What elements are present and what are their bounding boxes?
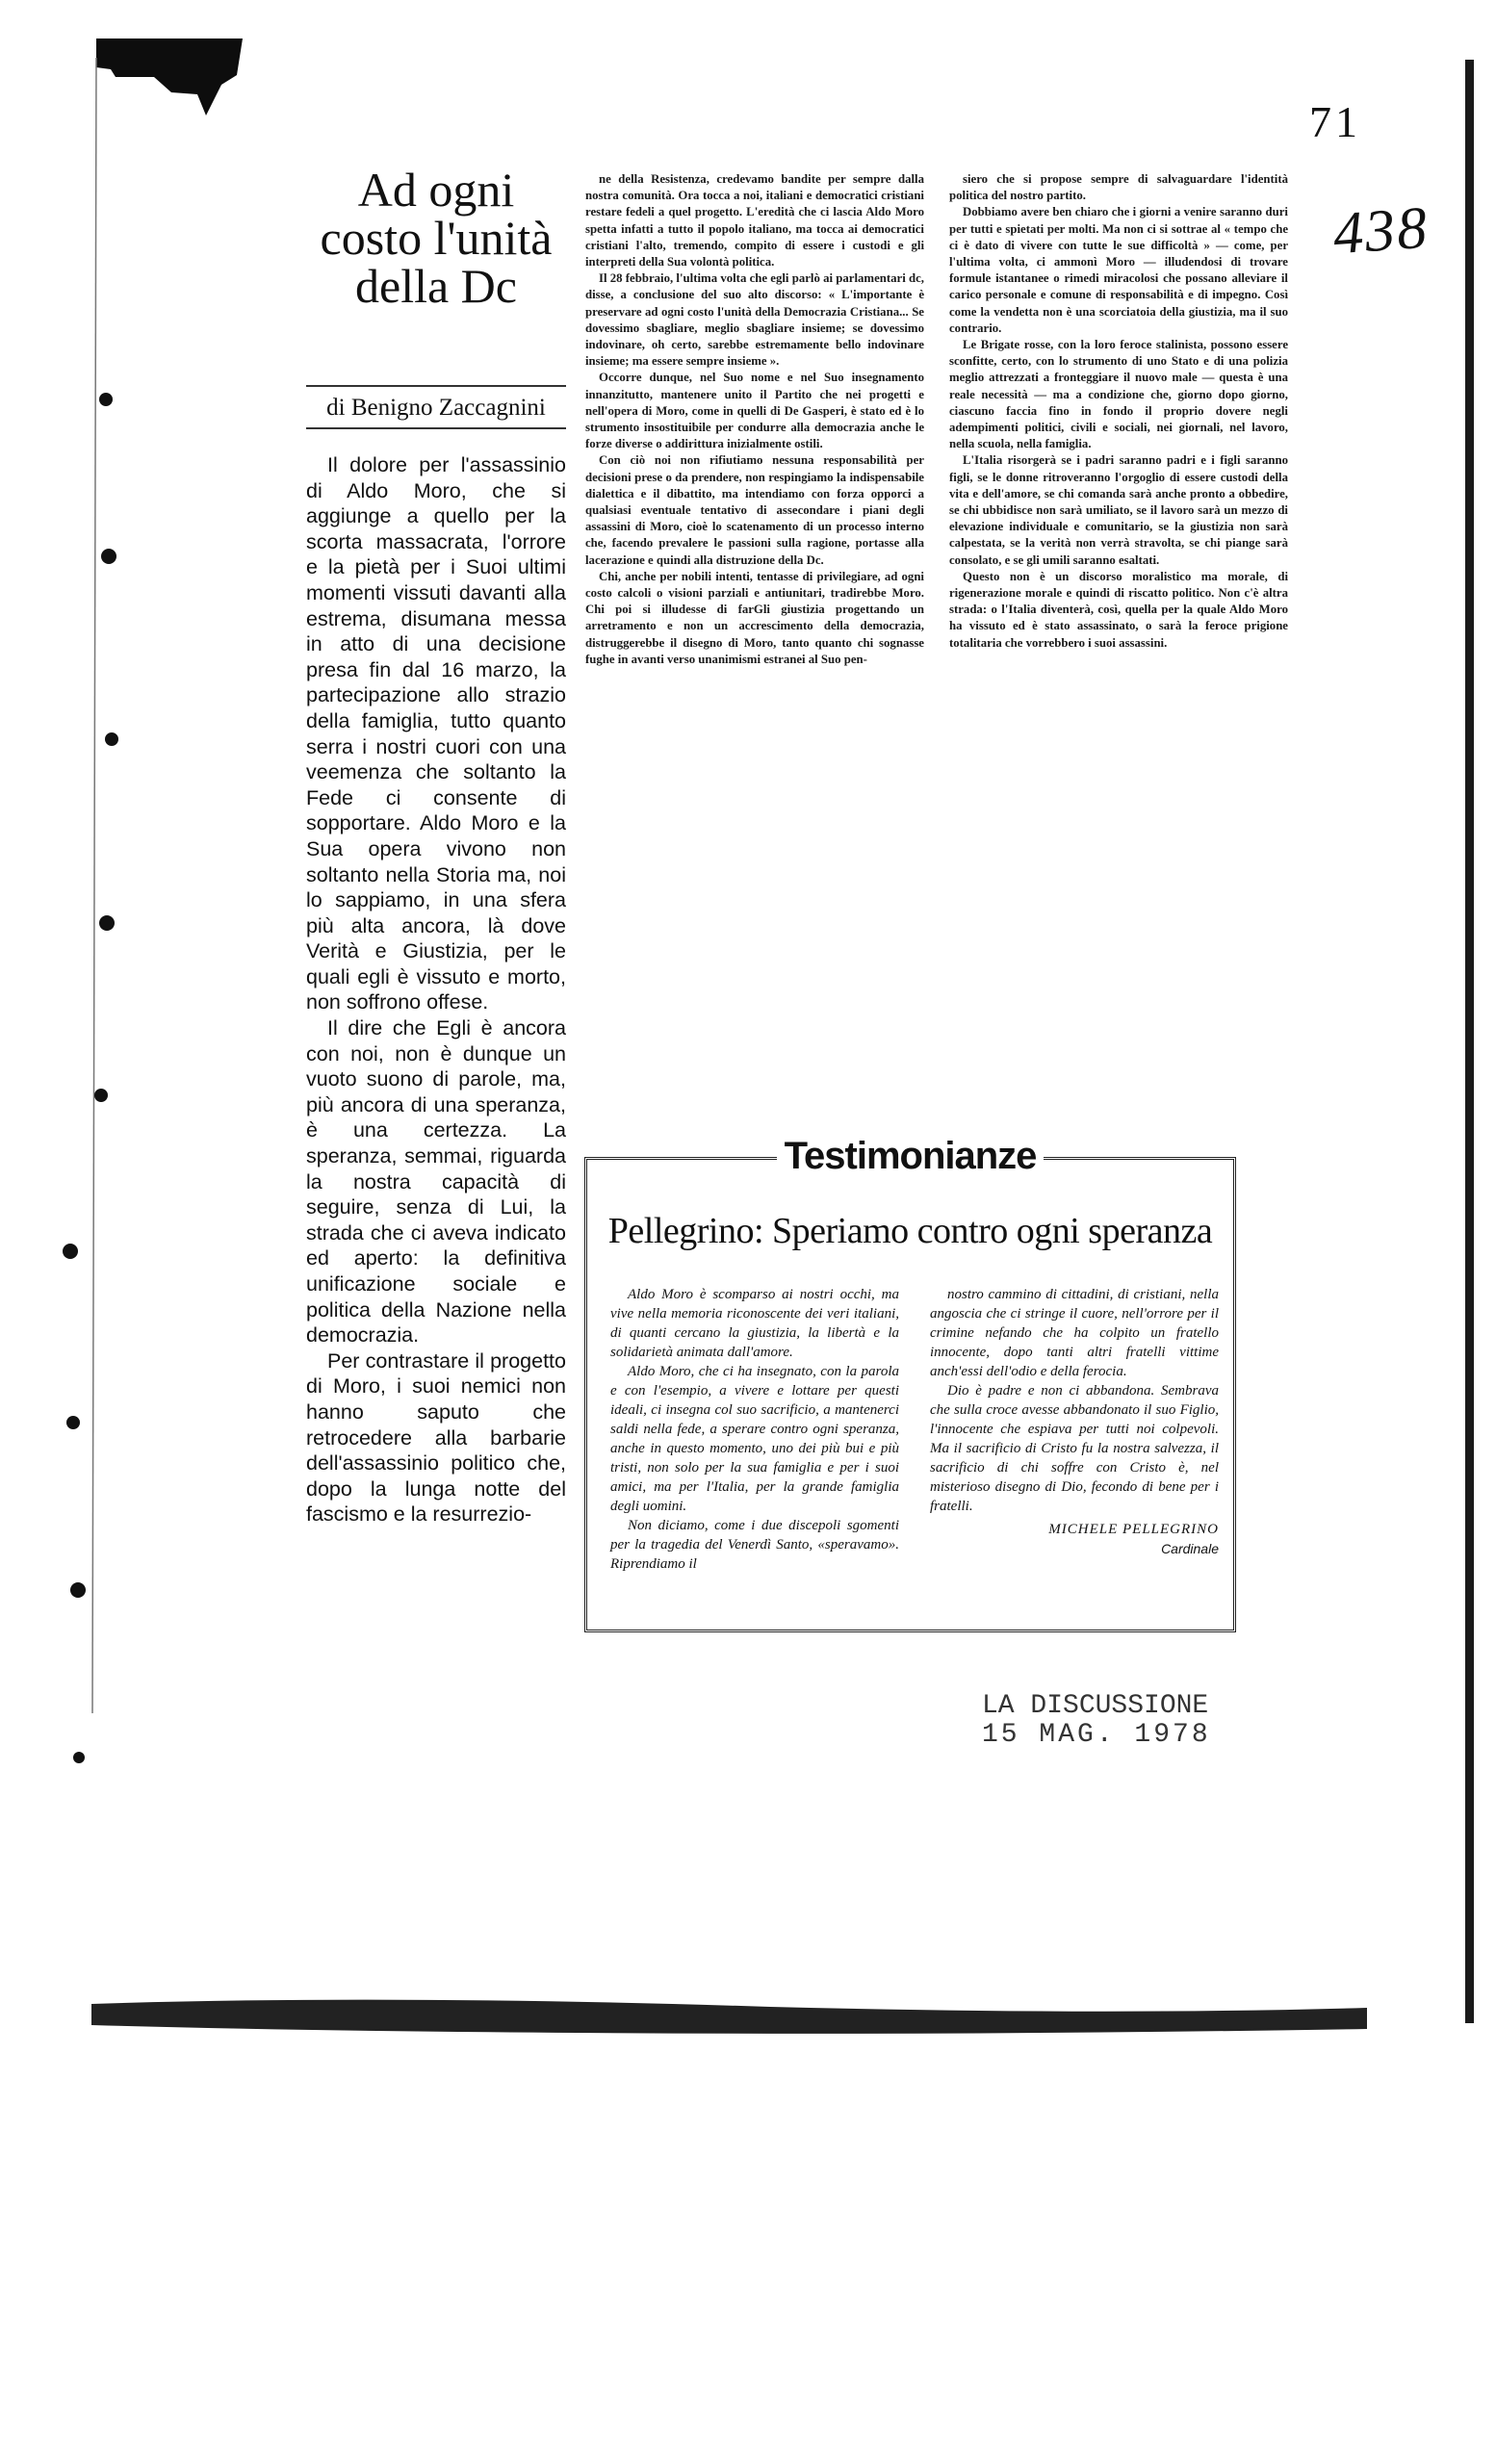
paragraph: L'Italia risorgerà se i padri saranno padri e i figli saranno figli, se le donne ritroveranno l'orgoglio di essere custodi della vita e dell'amore, se chi comanda sarà anche pronto a obbedire, se chi ubbidisce non sarà umiliato, se il lavoro sarà un mezzo di elevazione individuale e comunitario, se la giustizia non sarà calpestata, se la verità non verrà stravolta, se chi piange sarà consolato, e se gli umili saranno esaltati. bbox=[949, 453, 1288, 567]
paragraph: siero che si propose sempre di salvaguardare l'identità politica del nostro partito. bbox=[949, 172, 1288, 203]
paragraph: Dio è padre e non ci abbandona. Sembrava che sulla croce avesse abbandonato il suo Figlio, l'innocente che espiava per tutti noi colpevoli. Ma il sacrificio di Cristo fu la nostra salvezza, il sacrificio di chi soffre con Cristo è, nel misterioso disegno di Dio, fecondo di bene per i fratelli. bbox=[930, 1383, 1219, 1514]
bottom-scan-streak bbox=[91, 2000, 1367, 2034]
paragraph: Con ciò noi non rifiutiamo nessuna responsabilità per decisioni prese o da prendere, non respingiamo la indispensabile dialettica e il dibattito, ma intendiamo con forza opporci a qualsiasi eventuale tentativo di assecondare i piani degli assassini di Moro, cioè lo scatenamento di un processo interno che, facendo prevalere le passioni sulla ragione, portasse alla lacerazione e quindi alla distruzione della Dc. bbox=[585, 453, 924, 567]
article-header bbox=[306, 163, 566, 313]
paragraph: ne della Resistenza, credevamo bandite per sempre dalla nostra comunità. Ora tocca a noi, italiani e democratici cristiani restare fedeli a quel progetto. L'eredità che ci lascia Aldo Moro spetta infatti a tutto il popolo italiano, ma tocca ai democratici cristiani l'alto, tremendo, compito di essere i custodi e gli interpreti della Sua volontà politica. bbox=[585, 172, 924, 270]
punch-hole bbox=[99, 393, 113, 406]
top-left-dark-corner bbox=[96, 38, 243, 116]
paragraph: Occorre dunque, nel Suo nome e nel Suo insegnamento innanzitutto, mantenere unito il Partito che nei progetti e nell'opera di Moro, come in quelli di De Gasperi, è stato ed è lo strumento insostituibile per condurre alla democrazia anche le forze diverse o addirittura inizialmente ostili. bbox=[585, 371, 924, 451]
punch-hole bbox=[105, 732, 118, 746]
box-column-right bbox=[930, 1285, 1219, 1558]
paragraph: Aldo Moro è scomparso ai nostri occhi, ma vive nella memoria riconoscente dei veri italiani, di quanti cercano la giustizia, la libertà e la solidarietà animata dall'amore. bbox=[610, 1287, 899, 1360]
punch-holes bbox=[63, 393, 118, 1763]
paragraph: Le Brigate rosse, con la loro feroce stalinista, possono essere sconfitte, certo, con lo strumento di uno Stato e di una polizia meglio attrezzati a fronteggiare il nuovo male — questa è una reale necessità — ma a condizione che, giorno dopo giorno, ciascuno faccia fino in fondo il proprio dovere negli adempimenti politici, civili e sociali, nei giornali, nel lavoro, nella scuola, nella famiglia. bbox=[949, 338, 1288, 451]
box-column-left bbox=[610, 1285, 899, 1574]
paragraph: Dobbiamo avere ben chiaro che i giorni a venire saranno duri per tutti e spietati per molti. Ma non ci si sottrae al « tempo che ci è dato di vivere con tutte le sue difficoltà » — come, per l'ultima volta, ci ammonì Moro — illudendosi di trovare formule istantanee o rimedi miracolosi che possano alleviare il carico personale e comune di responsabilità e di impegno. Così come la vendetta non è una scorciatoia della giustizia, ma il suo contrario. bbox=[949, 205, 1288, 335]
page-number: 71 bbox=[1309, 97, 1361, 146]
signature-role: Cardinale bbox=[1161, 1541, 1219, 1556]
punch-hole bbox=[94, 1089, 108, 1102]
testimonianze-box bbox=[584, 1135, 1236, 1632]
article-column-3 bbox=[949, 171, 1288, 652]
article-column-1 bbox=[306, 452, 566, 1527]
paragraph: Non diciamo, come i due discepoli sgomenti per la tragedia del Venerdì Santo, «speravamo». Riprendiamo il bbox=[610, 1518, 899, 1572]
punch-hole bbox=[63, 1244, 78, 1259]
punch-hole bbox=[101, 549, 116, 564]
paragraph: Questo non è un discorso moralistico ma morale, di rigenerazione morale e quindi di riscatto politico. Non c'è altra strada: o l'Italia diventerà, così, quella per la quale Aldo Moro ha vissuto ed è stato assassinato, o sarà la feroce prigione totalitaria che vorrebbero i suoi assassini. bbox=[949, 569, 1288, 650]
box-kicker-text: Testimonianze bbox=[777, 1135, 1045, 1177]
article-headline: Ad ogni costo l'unità della Dc bbox=[320, 163, 553, 313]
punch-hole bbox=[70, 1582, 86, 1598]
paragraph: Chi, anche per nobili intenti, tentasse di privilegiare, ad ogni costo calcoli o visioni parziali e antiunitari, tradirebbe Moro. Chi poi si illudesse di farGli giustizia progettando un arretramento e non un accrescimento della democrazia, distruggerebbe il disegno di Moro, tanto quanto chi sognasse fughe in avanti verso unanimismi estranei al Suo pen- bbox=[585, 569, 924, 666]
punch-hole bbox=[73, 1752, 85, 1763]
paragraph: Per contrastare il progetto di Moro, i suoi nemici non hanno saputo che retrocedere alla barbarie dell'assassinio politico che, dopo la lunga notte del fascismo e la resurrezio- bbox=[306, 1348, 566, 1527]
paragraph: nostro cammino di cittadini, di cristiani, nella angoscia che ci stringe il cuore, nell'orrore per il crimine nefando che ha colpito un fratello innocente, dopo tanti altri fratelli vittime anch'essi dell'odio e della ferocia. bbox=[930, 1287, 1219, 1379]
left-scan-line bbox=[92, 58, 96, 1713]
source-stamp bbox=[982, 1692, 1232, 1750]
stamp-source: LA DISCUSSIONE bbox=[982, 1691, 1209, 1721]
paragraph: Il 28 febbraio, l'ultima volta che egli parlò ai parlamentari dc, disse, a conclusione del suo alto discorso: « L'importante è preservare ad ogni costo l'unità della Democrazia Cristiana... Se dovessimo sbagliare, meglio sbagliare insieme; se dovessimo indovinare, oh certo, sarebbe estremamente bello indovinare insieme; ma essere sempre insieme ». bbox=[585, 271, 924, 369]
article-column-2 bbox=[585, 171, 924, 668]
box-title: Pellegrino: Speriamo contro ogni speranza bbox=[607, 1211, 1213, 1251]
punch-hole bbox=[66, 1416, 80, 1429]
paragraph: Il dolore per l'assassinio di Aldo Moro, che si aggiunge a quello per la scorta massacrata, l'orrore e la pietà per i Suoi ultimi momenti vissuti davanti alla estrema, disumana messa in atto di una decisione presa fin dal 16 marzo, la partecipazione allo strazio della famiglia, tutto quanto serra i nostri cuori con una veemenza che soltanto la Fede ci consente di sopportare. Aldo Moro e la Sua opera vivono non soltanto nella Storia ma, noi lo sappiamo, in una sfera più alta ancora, là dove Verità e Giustizia, per le quali egli è vissuto e morto, non soffrono offese. bbox=[306, 453, 566, 1014]
signature-name: MICHELE PELLEGRINO bbox=[1048, 1522, 1219, 1537]
punch-hole bbox=[99, 915, 115, 931]
paragraph: Aldo Moro, che ci ha insegnato, con la parola e con l'esempio, a vivere e lottare per questi ideali, ci insegna col suo sacrificio, a mantenerci saldi nella fede, a sperare contro ogni speranza, anche in questo momento, uno dei più bui e più tristi, non solo per la sua famiglia e per i suoi amici, ma per l'Italia, per la grande famiglia degli uomini. bbox=[610, 1364, 899, 1514]
stamp-date: 15 MAG. 1978 bbox=[982, 1720, 1211, 1750]
handwritten-number: 438 bbox=[1330, 194, 1432, 268]
right-binding-edge bbox=[1465, 60, 1474, 2023]
box-kicker bbox=[587, 1135, 1233, 1178]
paragraph: Il dire che Egli è ancora con noi, non è dunque un vuoto suono di parole, ma, più ancora di una speranza, è una certezza. La speranza, semmai, riguarda la nostra capacità di seguire, senza di Lui, la strada che ci aveva indicato ed aperto: la definitiva unificazione sociale e politica della Nazione nella democrazia. bbox=[306, 1016, 566, 1348]
byline: di Benigno Zaccagnini bbox=[306, 385, 566, 429]
